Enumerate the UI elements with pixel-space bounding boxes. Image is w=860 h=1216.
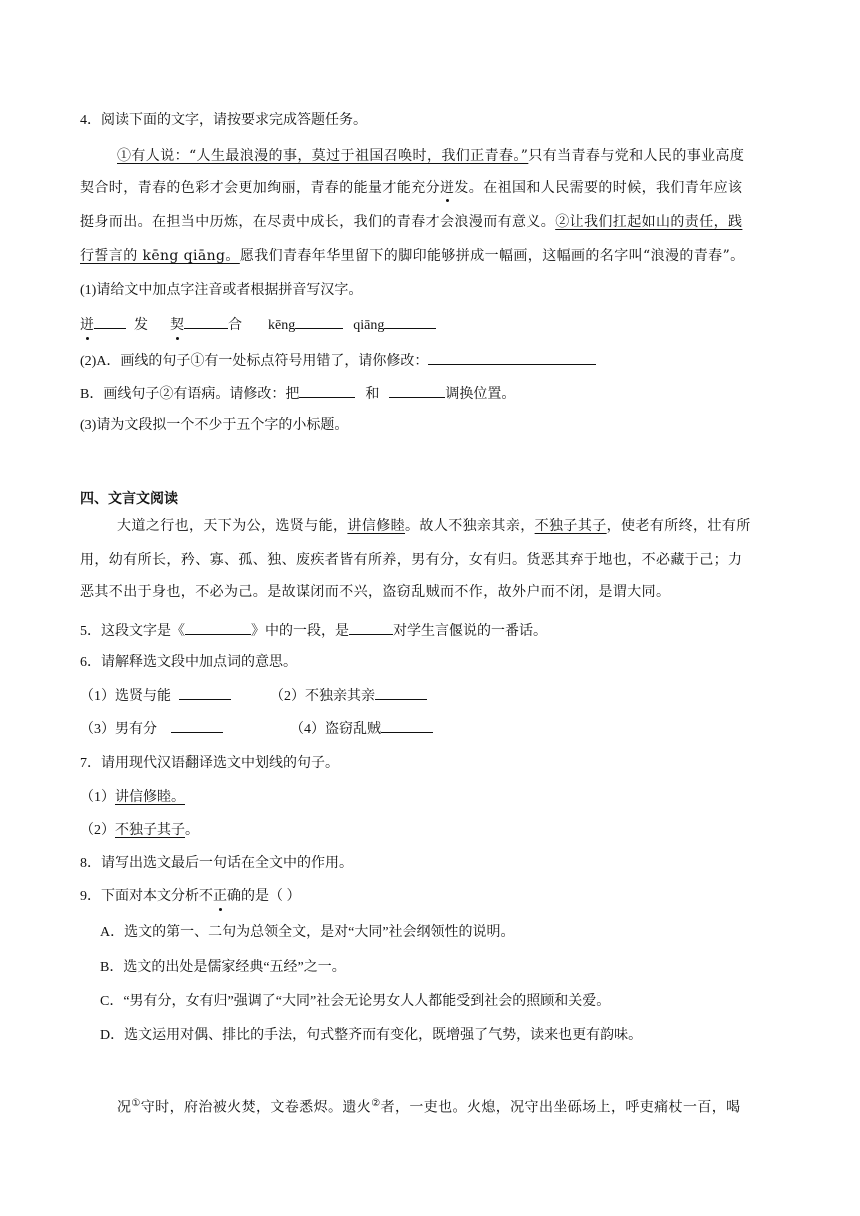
- emphasis-dots: 不正确: [199, 887, 241, 907]
- q4-passage-line-1: ①有人说：“人生最浪漫的事，莫过于祖国召唤时，我们正青春。”只有当青春与党和人民的事业高度: [117, 148, 745, 164]
- q4-sub2a: (2)A．画线的句子①有一处标点符号用错了，请你修改：: [80, 350, 596, 372]
- answer-blank[interactable]: [375, 685, 427, 700]
- answer-blank[interactable]: [389, 383, 445, 398]
- q9-option-c: C．“男有分，女有归”强调了“大同”社会无论男女人人都能受到社会的照顾和关爱。: [100, 994, 611, 1009]
- dotted-char: 迸: [440, 180, 455, 196]
- q4-passage-line-4: 行誓言的 kēng qiāng。愿我们青春年华里留下的脚印能够拼成一幅画，这幅画的名字叫“浪漫的青春”。: [80, 248, 745, 264]
- answer-blank[interactable]: [94, 314, 126, 329]
- underlined-sentence-2: ②让我们扛起如山的责任，践: [555, 214, 743, 230]
- answer-blank[interactable]: [185, 620, 251, 635]
- q4-passage-line-2: 契合时，青春的色彩才会更加绚丽，青春的能量才能充分迸发。在祖国和人民需要的时候，我们青年应该: [80, 180, 743, 196]
- answer-blank[interactable]: [171, 718, 223, 733]
- q7-item-1: （1）讲信修睦。: [80, 790, 185, 805]
- q6-item-3: （3）男有分: [80, 718, 223, 740]
- answer-blank[interactable]: [184, 314, 228, 329]
- q7-item-2: （2）不独子其子。: [80, 823, 199, 838]
- classical-text-line-2: 用，幼有所长，矜、寡、孤、独、废疾者皆有所养，男有分，女有归。货恶其弃于地也，不必藏于己；力: [80, 552, 743, 568]
- answer-blank[interactable]: [299, 383, 355, 398]
- q9-stem: 9．下面对本文分析不正确的是（ ）: [80, 887, 301, 907]
- q6-item-1: （1）选贤与能: [80, 685, 231, 707]
- answer-blank[interactable]: [384, 314, 436, 329]
- q4-sub3: (3)请为文段拟一个不少于五个字的小标题。: [80, 418, 349, 433]
- underlined-phrase-1: 讲信修睦: [347, 518, 406, 534]
- answer-blank[interactable]: [295, 314, 343, 329]
- q5: 5．这段文字是《 》中的一段，是 对学生言偃说的一番话。: [80, 620, 547, 642]
- underlined-sentence-1: ①有人说：“人生最浪漫的事，莫过于祖国召唤时，我们正青春。”: [117, 148, 529, 164]
- q9-option-b: B．选文的出处是儒家经典“五经”之一。: [100, 960, 346, 975]
- q8-stem: 8．请写出选文最后一句话在全文中的作用。: [80, 856, 353, 871]
- q4-sub2b: B．画线句子②有语病。请修改：把 和 调换位置。: [80, 383, 515, 405]
- underlined-phrase-2: 不独子其子: [534, 518, 607, 534]
- q9-option-d: D．选文运用对偶、排比的手法，句式整齐而有变化，既增强了气势，读来也更有韵味。: [100, 1028, 643, 1043]
- answer-blank[interactable]: [428, 350, 596, 365]
- classical-text-line-3: 恶其不出于身也，不必为己。是故谋闭而不兴，盗窃乱贼而不作，故外户而不闭，是谓大同。: [80, 584, 671, 600]
- classical-text-line-1: 大道之行也，天下为公，选贤与能，讲信修睦。故人不独亲其亲，不独子其子，使老有所终，壮有所: [117, 518, 751, 534]
- answer-blank[interactable]: [349, 620, 393, 635]
- section-heading: 四、文言文阅读: [80, 492, 178, 507]
- q4-stem: 4．阅读下面的文字，请按要求完成答题任务。: [80, 113, 367, 128]
- answer-blank[interactable]: [381, 718, 433, 733]
- q4-sub1: (1)请给文中加点字注音或者根据拼音写汉字。: [80, 283, 363, 298]
- q6-stem: 6．请解释选文段中加点词的意思。: [80, 655, 297, 670]
- answer-blank[interactable]: [179, 685, 231, 700]
- q7-stem: 7．请用现代汉语翻译选文中划线的句子。: [80, 756, 339, 771]
- q9-option-a: A．选文的第一、二句为总领全文，是对“大同”社会纲领性的说明。: [100, 925, 515, 940]
- next-passage-line-1: 况①守时，府治被火焚，文卷悉烬。遗火②者，一吏也。火熄，况守出坐砾场上，呼吏痛杖一百，喝: [117, 1098, 741, 1116]
- underlined-sentence-2-end: 行誓言的 kēng qiāng。: [80, 248, 240, 264]
- q6-item-2: （2）不独亲其亲: [270, 685, 427, 707]
- q4-passage-line-3: 挺身而出。在担当中历炼，在尽责中成长，我们的青春才会浪漫而有意义。②让我们扛起如山的责任，践: [80, 214, 743, 230]
- q6-item-4: （4）盗窃乱贼: [290, 718, 433, 740]
- q4-sub1-items: 迸 发 契 合 kēng qiāng: [80, 314, 436, 336]
